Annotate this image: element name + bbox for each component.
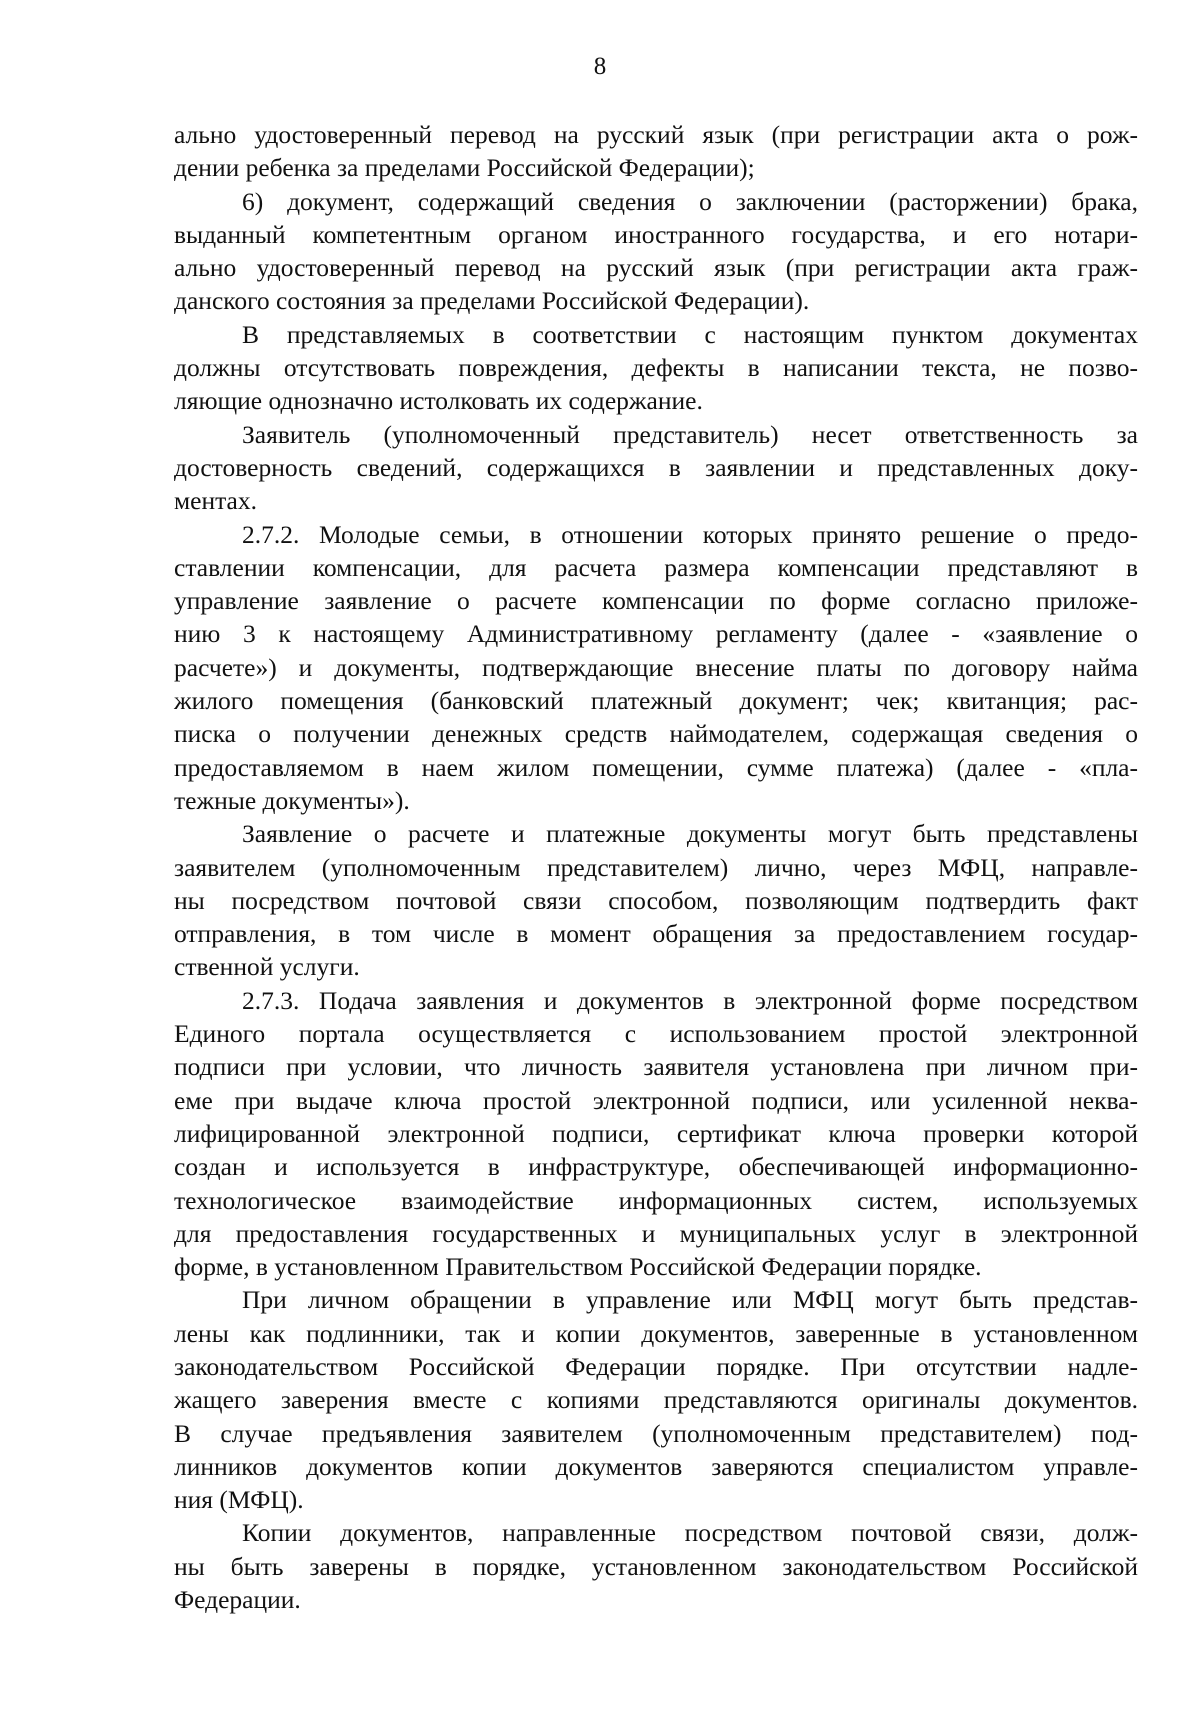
- text-line: ственной услуги.: [174, 952, 360, 982]
- text-line: расчете») и документы, подтверждающие внесение платы по договору найма: [174, 652, 1138, 682]
- text-line: ально удостоверенный перевод на русский язык (при регистрации акта граж-: [174, 253, 1138, 283]
- text-line: лены как подлинники, так и копии документов, заверенные в установленном: [174, 1318, 1138, 1348]
- paragraph: [174, 817, 1138, 983]
- text-line: Федерации.: [174, 1585, 301, 1615]
- text-line: технологическое взаимодействие информационных систем, используемых: [174, 1185, 1138, 1215]
- text-line: Заявление о расчете и платежные документы могут быть представлены: [242, 819, 1138, 849]
- text-line: выданный компетентным органом иностранного государства, и его нотари-: [174, 219, 1138, 249]
- text-line: жащего заверения вместе с копиями представляются оригиналы документов.: [174, 1385, 1138, 1415]
- paragraph: [174, 118, 1138, 185]
- paragraph: [174, 1283, 1138, 1516]
- paragraph: [174, 984, 1138, 1284]
- paragraph: [174, 318, 1138, 418]
- text-line: предоставляемом в наем жилом помещении, сумме платежа) (далее - «пла-: [174, 752, 1138, 782]
- text-line: тежные документы»).: [174, 785, 410, 815]
- text-line: ставлении компенсации, для расчета размера компенсации представляют в: [174, 552, 1138, 582]
- text-line: данского состояния за пределами Российской Федерации).: [174, 286, 810, 316]
- text-line: нию 3 к настоящему Административному регламенту (далее - «заявление о: [174, 619, 1138, 649]
- text-line: линников документов копии документов заверяются специалистом управле-: [174, 1451, 1138, 1481]
- text-line: писка о получении денежных средств наймодателем, содержащая сведения о: [174, 719, 1138, 749]
- text-line: законодательством Российской Федерации порядке. При отсутствии надле-: [174, 1351, 1138, 1381]
- text-line: форме, в установленном Правительством Российской Федерации порядке.: [174, 1252, 982, 1282]
- text-line: В случае предъявления заявителем (уполномоченным представителем) под-: [174, 1418, 1138, 1448]
- text-line: ально удостоверенный перевод на русский язык (при регистрации акта о рож-: [174, 120, 1138, 149]
- text-line: ментах.: [174, 486, 257, 516]
- text-line: При личном обращении в управление или МФЦ могут быть представ-: [242, 1285, 1138, 1315]
- text-line: ляющие однозначно истолковать их содержание.: [174, 386, 703, 416]
- text-line: 6) документ, содержащий сведения о заключении (расторжении) брака,: [242, 186, 1138, 216]
- text-line: В представляемых в соответствии с настоящим пунктом документах: [242, 319, 1138, 349]
- text-line: дении ребенка за пределами Российской Федерации);: [174, 153, 755, 183]
- text-line: 2.7.3. Подача заявления и документов в электронной форме посредством: [242, 985, 1138, 1015]
- paragraph: [174, 185, 1138, 318]
- text-line: управление заявление о расчете компенсации по форме согласно приложе-: [174, 586, 1138, 616]
- text-line: еме при выдаче ключа простой электронной подписи, или усиленной неква-: [174, 1085, 1138, 1115]
- paragraph: [174, 418, 1138, 518]
- text-line: подписи при условии, что личность заявителя установлена при личном при-: [174, 1052, 1138, 1082]
- text-line: ния (МФЦ).: [174, 1485, 304, 1515]
- text-line: для предоставления государственных и муниципальных услуг в электронной: [174, 1218, 1138, 1248]
- paragraph: [174, 518, 1138, 818]
- paragraph: [174, 1516, 1138, 1616]
- text-line: заявителем (уполномоченным представителем) лично, через МФЦ, направле-: [174, 852, 1138, 882]
- text-line: 2.7.2. Молодые семьи, в отношении которых принято решение о предо-: [242, 519, 1138, 549]
- page-number: 8: [593, 53, 607, 80]
- text-line: создан и используется в инфраструктуре, обеспечивающей информационно-: [174, 1152, 1138, 1182]
- document-body: [174, 118, 1138, 1616]
- text-line: должны отсутствовать повреждения, дефекты в написании текста, не позво-: [174, 353, 1138, 383]
- text-line: ны посредством почтовой связи способом, позволяющим подтвердить факт: [174, 885, 1138, 915]
- text-line: Единого портала осуществляется с использованием простой электронной: [174, 1019, 1138, 1049]
- text-line: лифицированной электронной подписи, сертификат ключа проверки которой: [174, 1118, 1138, 1148]
- text-line: Заявитель (уполномоченный представитель) несет ответственность за: [242, 419, 1138, 449]
- text-line: Копии документов, направленные посредством почтовой связи, долж-: [242, 1518, 1138, 1548]
- text-line: достоверность сведений, содержащихся в заявлении и представленных доку-: [174, 452, 1138, 482]
- text-line: жилого помещения (банковский платежный документ; чек; квитанция; рас-: [174, 686, 1138, 716]
- text-line: ны быть заверены в порядке, установленном законодательством Российской: [174, 1551, 1138, 1581]
- text-line: отправления, в том числе в момент обращения за предоставлением государ-: [174, 919, 1138, 949]
